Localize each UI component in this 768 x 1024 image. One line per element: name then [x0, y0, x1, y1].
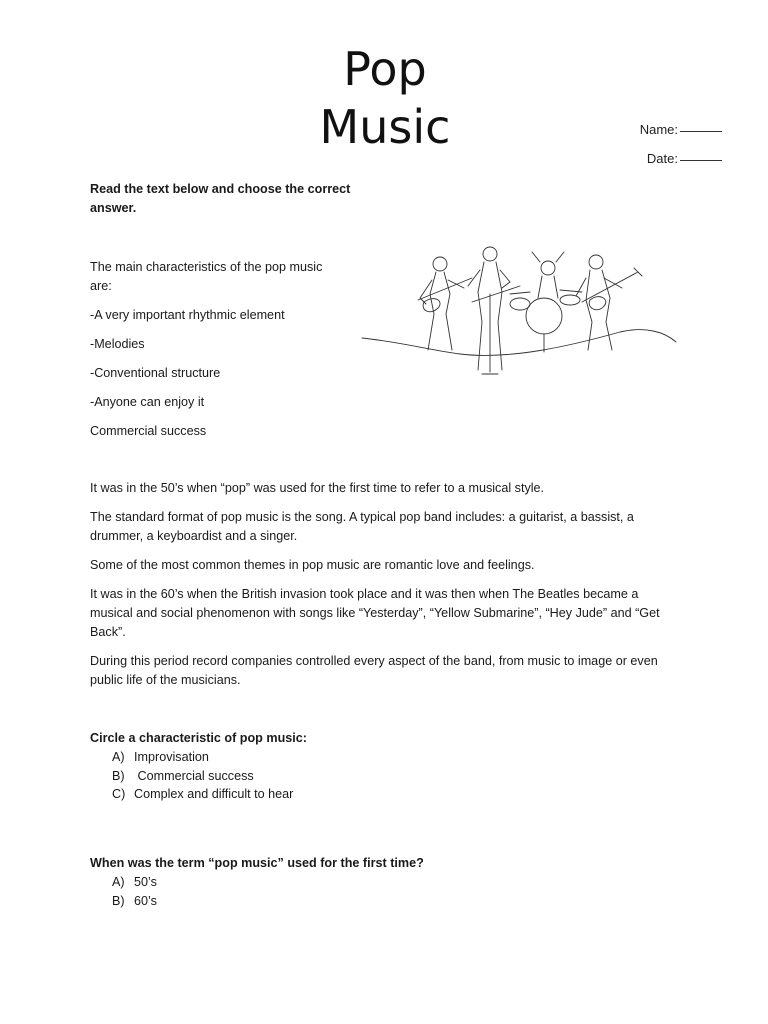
pop-band-illustration	[360, 242, 680, 397]
paragraph: It was in the 50’s when “pop” was used for the first time to refer to a musical style.	[90, 481, 545, 495]
date-field	[647, 151, 722, 166]
characteristics-intro: The main characteristics of the pop music are:	[90, 260, 323, 293]
answer-option[interactable]: C) Complex and difficult to hear	[112, 787, 294, 801]
question-2	[90, 854, 680, 910]
name-label: Name:	[639, 122, 678, 137]
characteristics-list	[90, 258, 340, 451]
characteristic-item: Commercial success	[90, 424, 207, 438]
instruction-text: Read the text below and choose the correct answer.	[90, 182, 351, 215]
title-container	[250, 40, 520, 154]
question-title: When was the term “pop music” used for the first time?	[90, 856, 424, 870]
characteristic-item: -Anyone can enjoy it	[90, 395, 205, 409]
characteristic-item: -Conventional structure	[90, 366, 221, 380]
paragraph: The standard format of pop music is the song. A typical pop band includes: a guitarist, a bassist, a drummer, a keyboardist and a singer.	[90, 510, 634, 543]
question-title: Circle a characteristic of pop music:	[90, 731, 307, 745]
answer-options	[90, 873, 680, 910]
characteristic-item: -Melodies	[90, 337, 145, 351]
characteristic-item: -A very important rhythmic element	[90, 308, 285, 322]
name-field	[640, 122, 722, 137]
paragraph: It was in the 60’s when the British invasion took place and it was then when The Beatles became a musical and social phenomenon with songs like “Yesterday”, “Yellow Submarine”, “Hey Jude” and “Get Back”.	[90, 587, 660, 639]
answer-option[interactable]: B) Commercial success	[112, 768, 254, 783]
answer-options	[90, 748, 680, 804]
paragraph: Some of the most common themes in pop music are romantic love and feelings.	[90, 558, 535, 572]
page-title: Pop Music	[319, 42, 451, 154]
answer-option[interactable]: A) 50’s	[112, 875, 157, 889]
name-blank-line	[680, 129, 722, 132]
date-blank-line	[680, 158, 722, 161]
question-1	[90, 729, 680, 804]
worksheet-content	[90, 180, 680, 908]
answer-option[interactable]: A) Improvisation	[112, 750, 209, 764]
paragraph: During this period record companies controlled every aspect of the band, from music to image or even public life of the musicians.	[90, 654, 658, 687]
body-paragraphs	[90, 479, 680, 700]
answer-option[interactable]: B) 60’s	[112, 893, 157, 908]
date-label: Date:	[646, 151, 678, 166]
